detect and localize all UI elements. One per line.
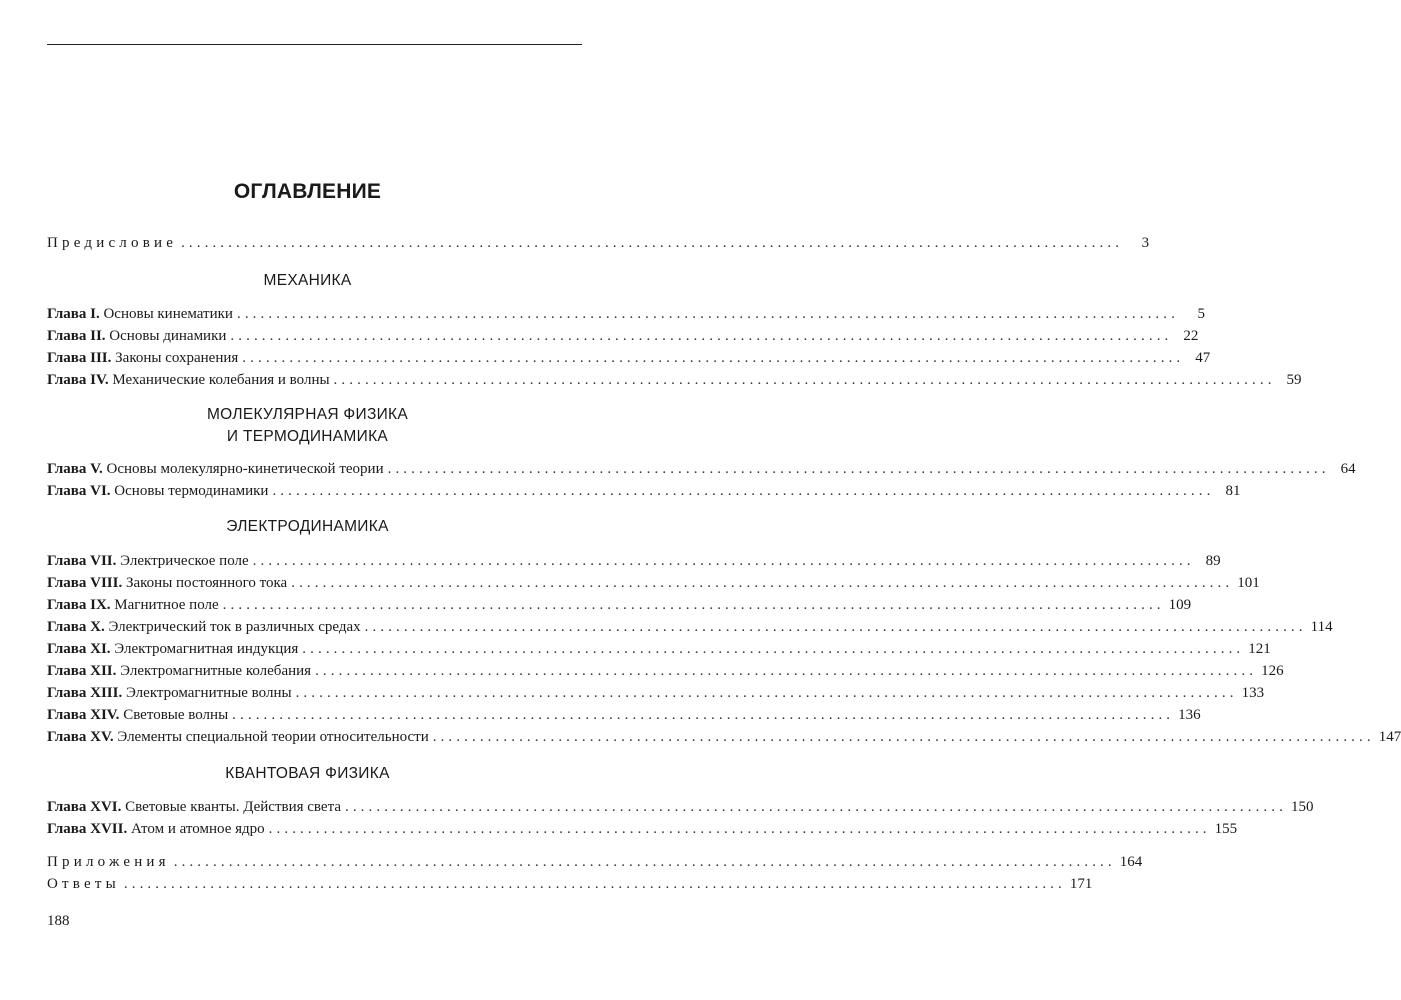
dot-leader: ........................................................................................................................ xyxy=(230,328,1173,344)
chapter-title: Электромагнитные колебания xyxy=(120,663,312,679)
dot-leader: ........................................................................................................................ xyxy=(173,854,1116,870)
chapter-number: Глава I. xyxy=(47,306,100,322)
entry-page: 81 xyxy=(1225,483,1241,499)
entry-label xyxy=(47,639,298,659)
entry-page: 109 xyxy=(1168,597,1192,613)
dot-leader: ........................................................................................................................ xyxy=(222,597,1165,613)
dot-leader: ........................................................................................................................ xyxy=(364,619,1307,635)
chapter-number: Глава II. xyxy=(47,328,106,344)
toc-entry-chapter[interactable] xyxy=(47,705,1201,725)
dot-leader: ........................................................................................................................ xyxy=(333,372,1276,388)
toc-entry-chapter[interactable] xyxy=(47,797,1314,817)
dot-leader: ........................................................................................................................ xyxy=(232,707,1175,723)
chapter-number: Глава XV. xyxy=(47,729,114,745)
chapter-number: Глава V. xyxy=(47,461,103,477)
dot-leader: ........................................................................................................................ xyxy=(315,663,1258,679)
toc-entry-chapter[interactable] xyxy=(47,304,1205,324)
entry-page: 89 xyxy=(1205,553,1221,569)
dot-leader: ........................................................................................................................ xyxy=(291,575,1234,591)
dot-leader: ........................................................................................................................ xyxy=(123,876,1066,892)
entry-page: 150 xyxy=(1290,799,1314,815)
entry-page: 121 xyxy=(1248,641,1271,657)
toc-title: ОГЛАВЛЕНИЕ xyxy=(233,180,382,203)
entry-page: 3 xyxy=(1141,235,1150,251)
chapter-title: Магнитное поле xyxy=(114,597,219,613)
chapter-number: Глава XIV. xyxy=(47,707,120,723)
entry-page: 101 xyxy=(1237,575,1260,591)
entry-label xyxy=(47,727,429,747)
chapter-title: Световые кванты. Действия света xyxy=(125,799,341,815)
section-heading-molecular: МОЛЕКУЛЯРНАЯ ФИЗИКА xyxy=(206,406,409,423)
chapter-title: Основы молекулярно-кинетической теории xyxy=(106,461,384,477)
dot-leader: ........................................................................................................................ xyxy=(387,461,1330,477)
entry-label xyxy=(47,683,292,703)
chapter-number: Глава IV. xyxy=(47,372,109,388)
top-rule xyxy=(47,44,582,45)
chapter-number: Глава XII. xyxy=(47,663,117,679)
chapter-title: Электрическое поле xyxy=(120,553,249,569)
entry-page: 171 xyxy=(1069,876,1093,892)
toc-entry-chapter[interactable] xyxy=(47,617,1333,637)
toc-entry-chapter[interactable] xyxy=(47,683,1265,703)
dot-leader: ........................................................................................................................ xyxy=(302,641,1245,657)
chapter-title: Элементы специальной теории относительности xyxy=(117,729,429,745)
entry-label xyxy=(47,459,384,479)
chapter-number: Глава X. xyxy=(47,619,105,635)
chapter-title: Механические колебания и волны xyxy=(112,372,330,388)
chapter-number: Глава XI. xyxy=(47,641,111,657)
entry-page: 5 xyxy=(1197,306,1205,322)
toc-entry-chapter[interactable] xyxy=(47,819,1238,839)
toc-entry-chapter[interactable] xyxy=(47,481,1241,501)
chapter-title: Основы кинематики xyxy=(103,306,233,322)
entry-label xyxy=(47,573,287,593)
toc-entry-chapter[interactable] xyxy=(47,727,1401,747)
chapter-title: Электромагнитная индукция xyxy=(114,641,299,657)
entry-page: 147 xyxy=(1378,729,1401,745)
chapter-number: Глава VI. xyxy=(47,483,111,499)
chapter-number: Глава XVI. xyxy=(47,799,122,815)
section-heading-electrodynamics: ЭЛЕКТРОДИНАМИКА xyxy=(226,518,389,535)
entry-label xyxy=(47,661,311,681)
entry-label xyxy=(47,551,249,571)
chapter-title: Законы сохранения xyxy=(115,350,239,366)
chapter-title: Электромагнитные волны xyxy=(125,685,292,701)
entry-page: 47 xyxy=(1195,350,1211,366)
chapter-number: Глава III. xyxy=(47,350,112,366)
chapter-title: Атом и атомное ядро xyxy=(130,821,265,837)
dot-leader: ........................................................................................................................ xyxy=(268,821,1211,837)
chapter-number: Глава XVII. xyxy=(47,821,128,837)
entry-label xyxy=(47,797,341,817)
entry-label xyxy=(47,304,233,324)
dot-leader: ........................................................................................................................ xyxy=(181,235,1124,251)
entry-label xyxy=(47,481,268,501)
entry-page: 59 xyxy=(1286,372,1302,388)
dot-leader: ........................................................................................................................ xyxy=(295,685,1238,701)
chapter-title: Световые волны xyxy=(123,707,229,723)
entry-label xyxy=(47,326,226,346)
toc-entry-chapter[interactable] xyxy=(47,661,1284,681)
chapter-number: Глава VIII. xyxy=(47,575,123,591)
chapter-title: Электрический ток в различных средах xyxy=(108,619,361,635)
toc-entry-preface[interactable] xyxy=(47,233,1150,253)
page-number: 188 xyxy=(47,913,70,929)
dot-leader: ........................................................................................................................ xyxy=(252,553,1195,569)
entry-label xyxy=(47,617,361,637)
toc-entry-chapter[interactable] xyxy=(47,348,1211,368)
entry-page: 133 xyxy=(1241,685,1265,701)
entry-page: 114 xyxy=(1310,619,1333,635)
toc-entry-chapter[interactable] xyxy=(47,370,1302,390)
entry-label xyxy=(47,595,219,615)
entry-label xyxy=(47,348,238,368)
toc-entry-chapter[interactable] xyxy=(47,639,1271,659)
chapter-number: Глава VII. xyxy=(47,553,117,569)
dot-leader: ........................................................................................................................ xyxy=(236,306,1179,322)
section-heading-mechanics: МЕХАНИКА xyxy=(263,272,352,289)
entry-page: 64 xyxy=(1340,461,1356,477)
toc-entry-answers[interactable] xyxy=(47,874,1093,894)
toc-entry-chapter[interactable] xyxy=(47,326,1199,346)
section-heading-molecular-line2: И ТЕРМОДИНАМИКА xyxy=(226,428,389,445)
entry-page: 136 xyxy=(1178,707,1201,723)
entry-label: Предисловие xyxy=(47,235,178,251)
entry-label xyxy=(47,819,265,839)
chapter-number: Глава XIII. xyxy=(47,685,123,701)
toc-entry-chapter[interactable] xyxy=(47,595,1192,615)
entry-label: Приложения xyxy=(47,854,170,870)
entry-page: 22 xyxy=(1183,328,1199,344)
section-heading-quantum: КВАНТОВАЯ ФИЗИКА xyxy=(225,765,390,782)
dot-leader: ........................................................................................................................ xyxy=(242,350,1185,366)
toc-entry-chapter[interactable] xyxy=(47,573,1260,593)
entry-label xyxy=(47,370,330,390)
entry-page: 155 xyxy=(1214,821,1238,837)
dot-leader: ........................................................................................................................ xyxy=(344,799,1287,815)
chapter-title: Основы термодинамики xyxy=(114,483,269,499)
chapter-number: Глава IX. xyxy=(47,597,111,613)
entry-label xyxy=(47,705,228,725)
toc-entry-chapter[interactable] xyxy=(47,459,1356,479)
entry-page: 126 xyxy=(1261,663,1284,679)
chapter-title: Законы постоянного тока xyxy=(125,575,288,591)
chapter-title: Основы динамики xyxy=(109,328,227,344)
dot-leader: ........................................................................................................................ xyxy=(432,729,1375,745)
toc-entry-appendix[interactable] xyxy=(47,852,1143,872)
dot-leader: ........................................................................................................................ xyxy=(272,483,1215,499)
toc-entry-chapter[interactable] xyxy=(47,551,1221,571)
entry-page: 164 xyxy=(1119,854,1143,870)
entry-label: Ответы xyxy=(47,876,120,892)
